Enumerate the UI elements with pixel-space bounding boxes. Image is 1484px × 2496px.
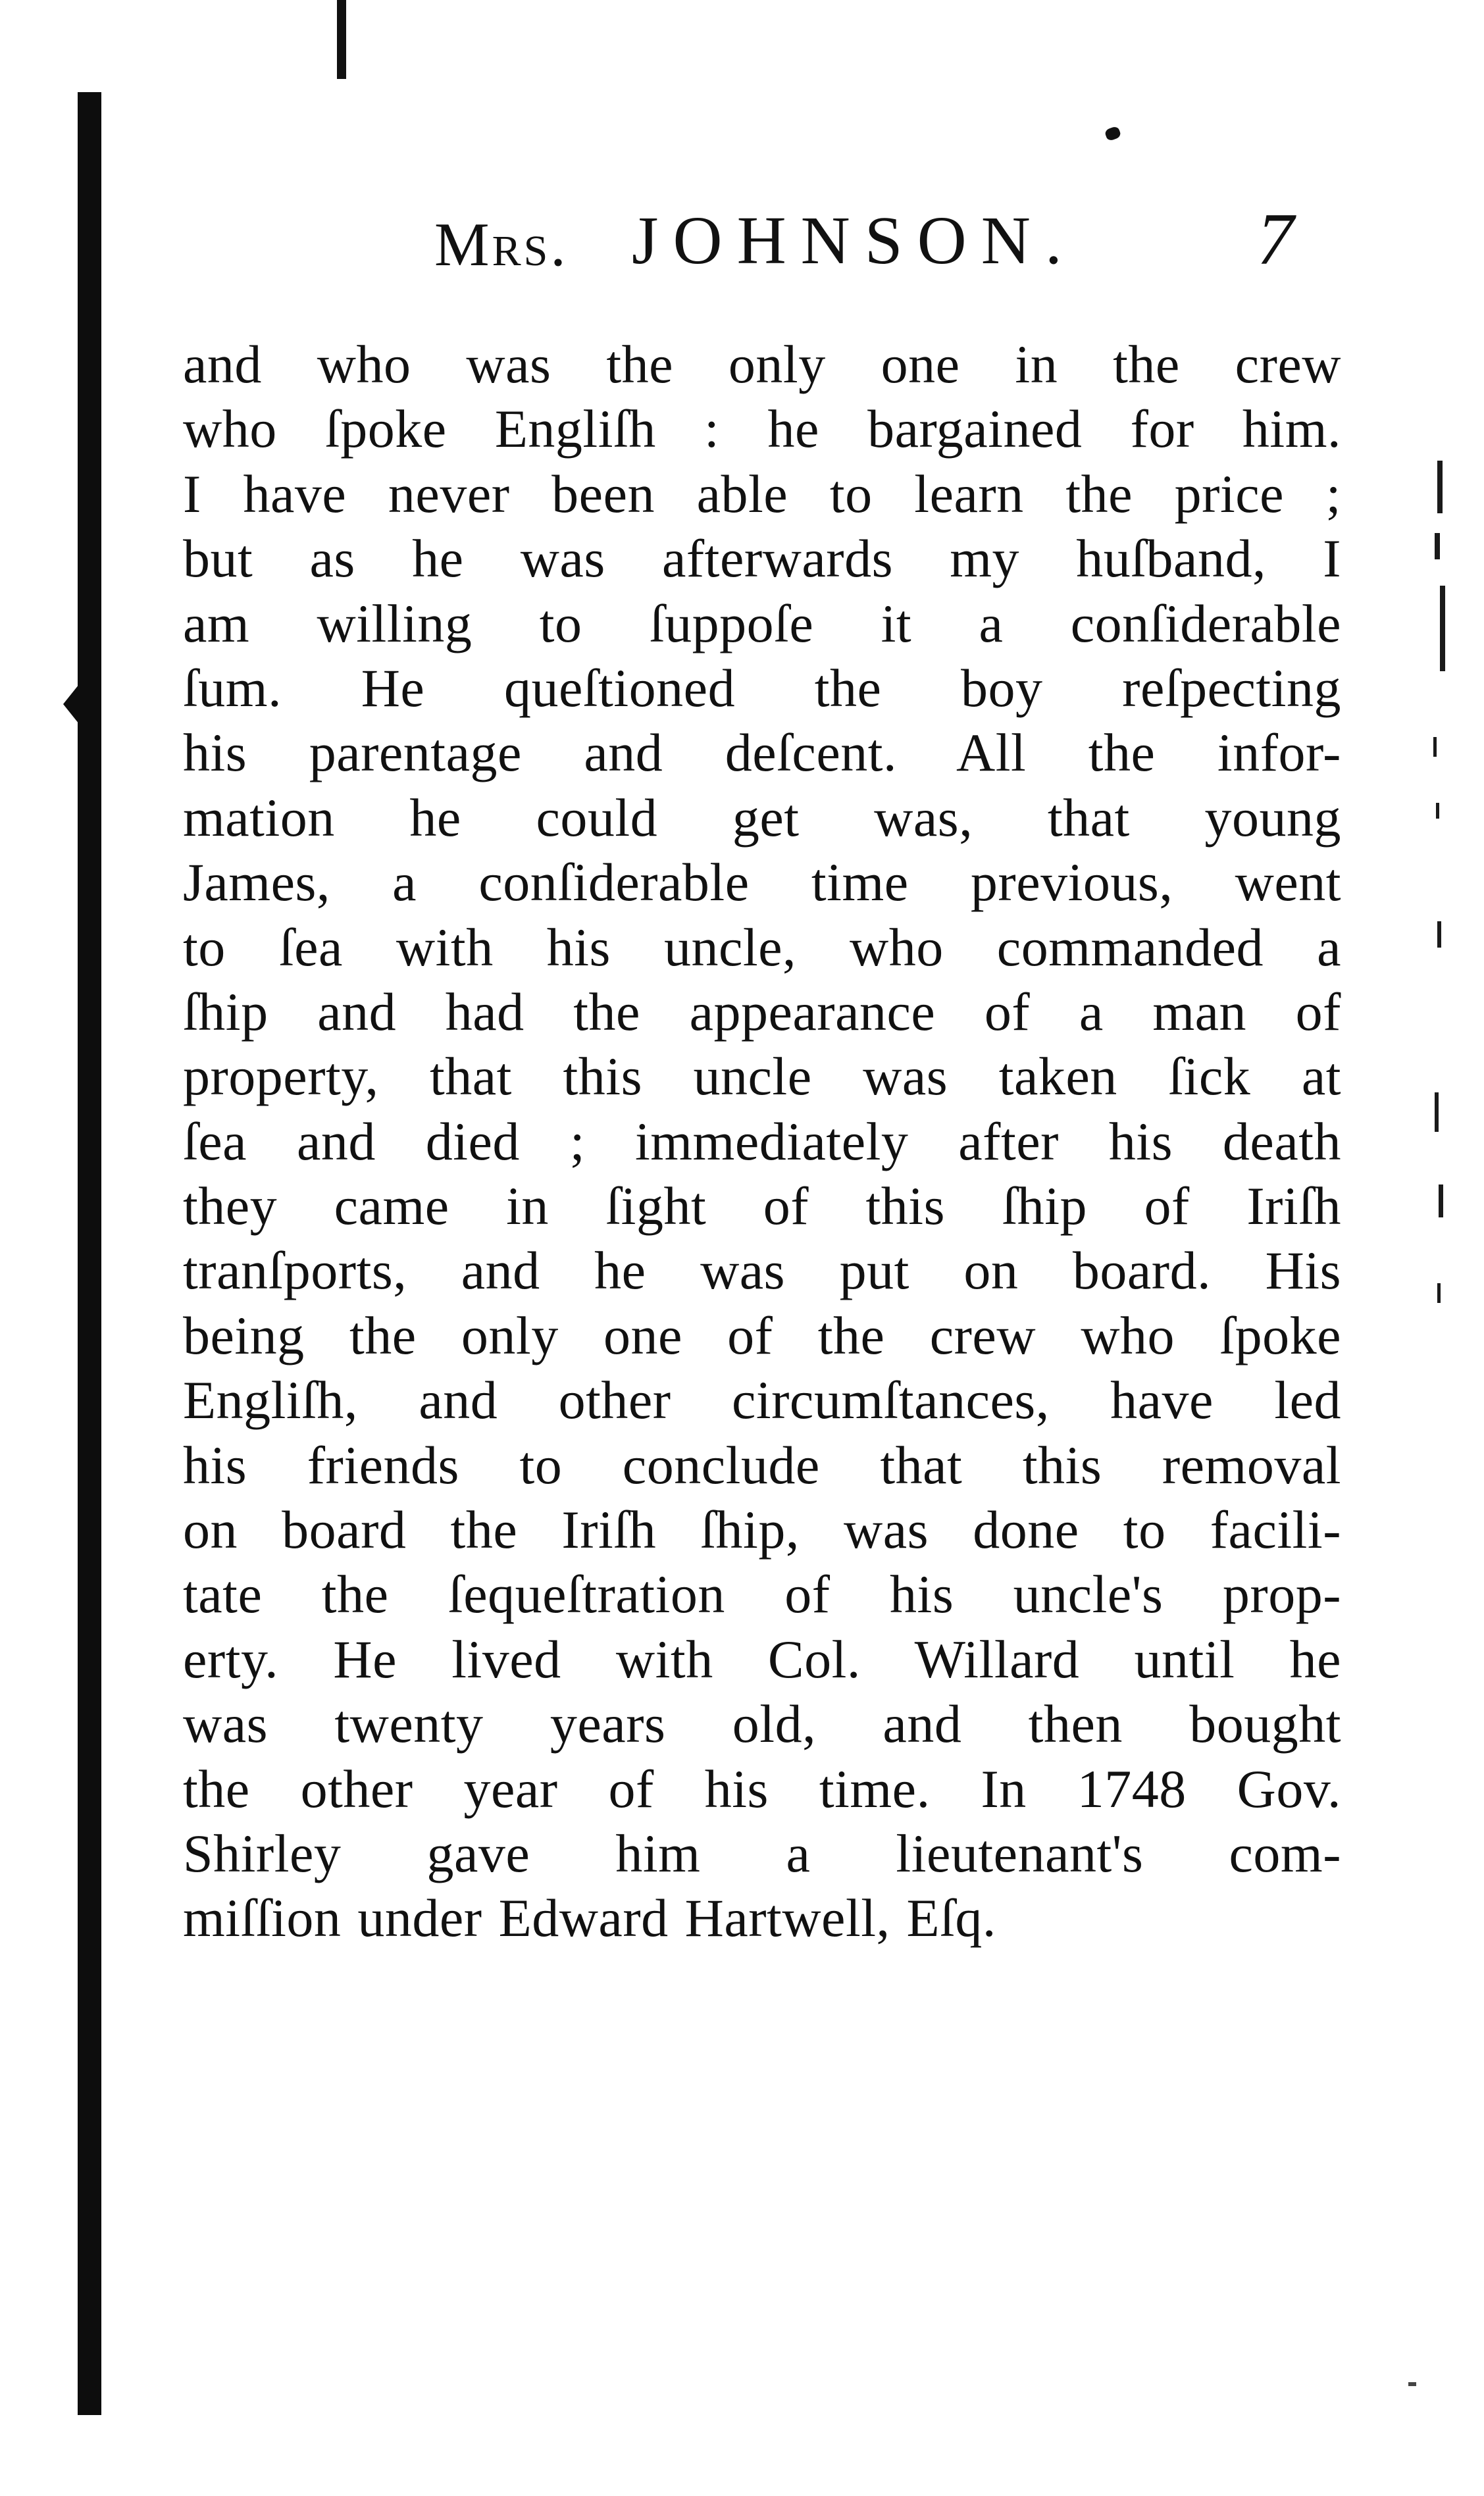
text-line: James, a conſiderable time previous, went: [183, 852, 1341, 913]
text-line: tranſports, and he was put on board. His: [183, 1240, 1341, 1301]
ink-speck: [1408, 2382, 1416, 2386]
text-line: I have never been able to learn the price ;: [183, 463, 1341, 524]
running-title-prefix: Mrs.: [434, 211, 569, 279]
text-line: to ſea with his uncle, who commanded a: [183, 917, 1341, 977]
binding-shadow: [78, 92, 101, 2415]
text-line: miſſion under Edward Hartwell, Eſq.: [183, 1888, 996, 1948]
binding-shadow-notch: [63, 684, 79, 724]
text-line: Shirley gave him a lieutenant's com-: [183, 1823, 1341, 1883]
page-number: 7: [1257, 199, 1294, 280]
body-text: [183, 332, 1341, 1951]
text-line: was twenty years old, and then bought: [183, 1694, 1341, 1754]
text-line: his parentage and deſcent. All the infor-: [183, 723, 1341, 783]
text-line: am willing to ſuppoſe it a conſiderable: [183, 593, 1341, 653]
text-line: his friends to conclude that this removal: [183, 1435, 1341, 1495]
running-title-name: JOHNSON.: [632, 203, 1077, 278]
text-line: erty. He lived with Col. Willard until he: [183, 1629, 1341, 1689]
text-line: who ſpoke Engliſh : he bargained for him.: [183, 399, 1341, 459]
scan-edge-mark: [337, 0, 346, 79]
text-line: Engliſh, and other circumſtances, have led: [183, 1370, 1341, 1431]
text-line: being the only one of the crew who ſpoke: [183, 1305, 1341, 1365]
text-line: but as he was afterwards my huſband, I: [183, 528, 1341, 589]
text-line: mation he could get was, that young: [183, 787, 1341, 848]
ink-speck: [1104, 126, 1122, 141]
text-line: ſea and died ; immediately after his death: [183, 1111, 1341, 1171]
text-line: on board the Iriſh ſhip, was done to facili-: [183, 1500, 1341, 1560]
facing-page-bleed: [1428, 461, 1454, 1316]
text-line: ſum. He queſtioned the boy reſpecting: [183, 657, 1341, 718]
text-line: property, that this uncle was taken ſick at: [183, 1046, 1341, 1107]
text-line: they came in ſight of this ſhip of Iriſh: [183, 1176, 1341, 1236]
running-head: [421, 197, 1211, 296]
text-line: ſhip and had the appearance of a man of: [183, 981, 1341, 1042]
text-line: and who was the only one in the crew: [183, 334, 1341, 394]
text-line: the other year of his time. In 1748 Gov.: [183, 1758, 1341, 1819]
text-line: tate the ſequeſtration of his uncle's prop-: [183, 1564, 1341, 1625]
